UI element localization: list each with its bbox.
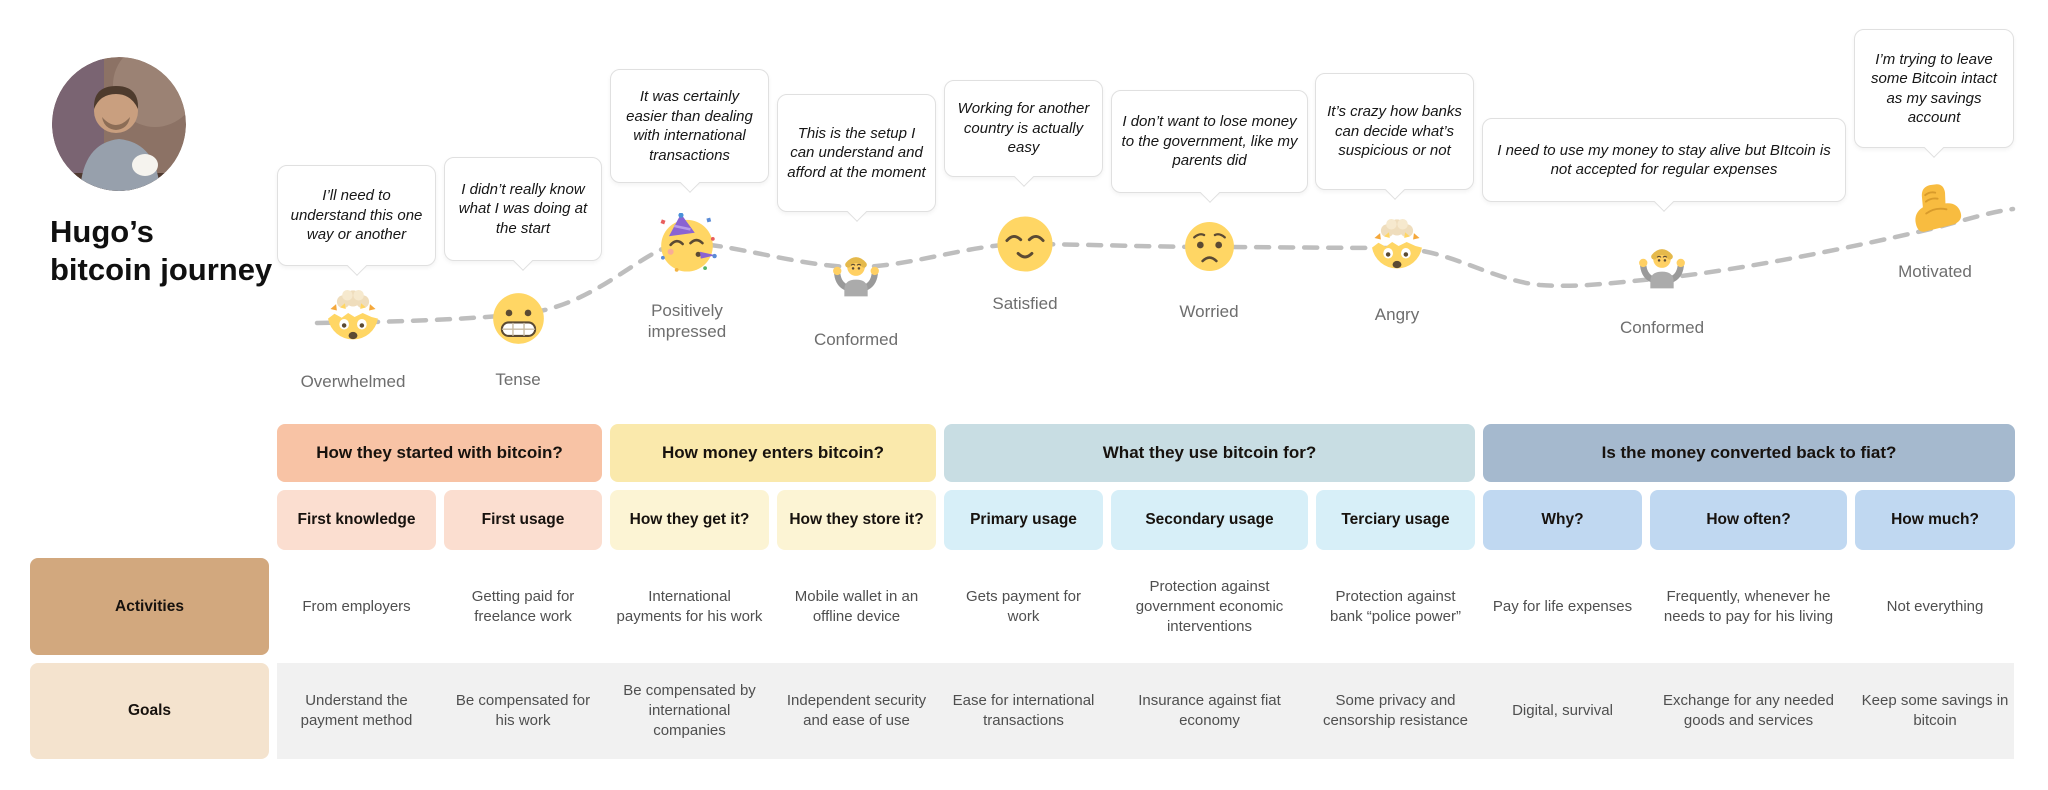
journey-point-motivated	[1850, 175, 2020, 282]
emotion-label: Tense	[495, 370, 541, 389]
journey-point-angry	[1312, 217, 1482, 325]
goal-cell: Insurance against fiat economy	[1138, 692, 1281, 729]
column-header-how-much: How much?	[1855, 490, 2015, 550]
flexed-biceps-emoji	[1904, 175, 1966, 242]
phase-header-money-enters: How money enters bitcoin?	[610, 424, 936, 482]
quote-bubble	[277, 165, 436, 266]
goal-cell: Be compensated for his work	[455, 692, 591, 729]
activity-cell: Protection against bank “police power”	[1316, 558, 1475, 655]
emotion-label: Angry	[1374, 305, 1420, 324]
activity-cell: Mobile wallet in an offline device	[777, 558, 936, 655]
emotion-label: Worried	[1179, 302, 1239, 321]
quote-text: It’s crazy how banks can decide what’s suspicious or not	[1327, 103, 1462, 160]
activity-cell: Pay for life expenses	[1483, 558, 1642, 655]
person-shrugging-emoji	[1632, 230, 1692, 295]
column-header-first-usage: First usage	[444, 490, 602, 550]
column-header-first-knowledge: First knowledge	[277, 490, 436, 550]
journey-point-tense	[433, 290, 603, 390]
journey-point-worried	[1124, 219, 1294, 322]
worried-face-emoji	[1182, 219, 1237, 279]
emotion-label: Positively impressed	[647, 301, 727, 341]
column-header-secondary-usage: Secondary usage	[1111, 490, 1308, 550]
persona-name: Hugo’s	[50, 214, 154, 249]
goal-cell: Ease for international transactions	[952, 692, 1095, 729]
quote-bubble	[444, 157, 602, 261]
journey-point-positively-impressed	[632, 213, 742, 342]
quote-bubble	[1854, 29, 2014, 148]
quote-bubble	[610, 69, 769, 183]
quote-text: It was certainly easier than dealing with international transactions	[626, 88, 753, 164]
phase-header-use-for: What they use bitcoin for?	[944, 424, 1475, 482]
emotion-label: Conformed	[813, 330, 899, 349]
activity-cell: Gets payment for work	[944, 558, 1103, 655]
activity-cell: From employers	[277, 558, 436, 655]
quote-text: This is the setup I can understand and afford at the moment	[787, 124, 926, 181]
persona-subtitle: bitcoin journey	[50, 252, 273, 287]
journey-point-conformed-2	[1577, 230, 1747, 338]
quote-text: I don’t want to lose money to the government, like my parents did	[1121, 113, 1298, 170]
journey-point-conformed	[771, 238, 941, 350]
grimacing-face-emoji	[490, 290, 547, 352]
quote-bubble	[1315, 73, 1474, 190]
row-label-activities: Activities	[30, 558, 269, 655]
quote-text: I’ll need to understand this one way or another	[290, 187, 423, 244]
avatar-photo-illustration	[52, 57, 186, 191]
goal-cell: Understand the payment method	[300, 692, 413, 729]
column-header-how-often: How often?	[1650, 490, 1847, 550]
emotion-label: Motivated	[1898, 262, 1972, 281]
quote-bubble	[1482, 118, 1846, 202]
quote-bubble	[1111, 90, 1308, 193]
column-header-how-they-get-it: How they get it?	[610, 490, 769, 550]
goal-cell: Keep some savings in bitcoin	[1861, 692, 2009, 729]
emotion-label: Satisfied	[992, 294, 1058, 313]
journey-point-overwhelmed	[268, 288, 438, 392]
person-shrugging-emoji	[826, 238, 886, 303]
activity-cell: Not everything	[1855, 558, 2015, 655]
quote-text: I need to use my money to stay alive but BItcoin is not accepted for regular expenses	[1497, 141, 1831, 178]
activity-cell: Protection against government economic interventions	[1111, 558, 1308, 655]
goal-cell: Independent security and ease of use	[786, 692, 927, 729]
column-header-primary-usage: Primary usage	[944, 490, 1103, 550]
column-header-how-they-store-it: How they store it?	[777, 490, 936, 550]
row-label-goals: Goals	[30, 663, 269, 759]
relieved-face-emoji	[994, 213, 1056, 280]
journey-table	[30, 424, 2015, 759]
goal-cell: Some privacy and censorship resistance	[1322, 692, 1469, 729]
phase-header-started: How they started with bitcoin?	[277, 424, 602, 482]
quote-text: Working for another country is actually easy	[957, 100, 1090, 157]
activity-cell: International payments for his work	[610, 558, 769, 655]
exploding-head-emoji	[1368, 217, 1426, 280]
page-title	[50, 213, 272, 289]
activity-cell: Frequently, whenever he needs to pay for his living	[1650, 558, 1847, 655]
activity-cell: Getting paid for freelance work	[444, 558, 602, 655]
quote-bubble	[944, 80, 1103, 177]
exploding-head-emoji	[324, 288, 382, 351]
emotion-label: Conformed	[1619, 318, 1705, 337]
quote-text: I’m trying to leave some Bitcoin intact as my savings account	[1871, 50, 1997, 126]
persona-avatar	[52, 57, 186, 191]
quote-text: I didn’t really know what I was doing at the start	[458, 180, 588, 237]
journey-point-satisfied	[940, 213, 1110, 314]
goal-cell: Exchange for any needed goods and services	[1663, 692, 1834, 729]
emotion-label: Overwhelmed	[300, 372, 406, 391]
goal-cell: Be compensated by international companies	[623, 682, 756, 739]
phase-header-converted-back: Is the money converted back to fiat?	[1483, 424, 2015, 482]
goal-cell: Digital, survival	[1512, 702, 1613, 719]
column-header-why: Why?	[1483, 490, 1642, 550]
partying-face-emoji	[656, 213, 718, 280]
quote-bubble	[777, 94, 936, 212]
column-header-terciary-usage: Terciary usage	[1316, 490, 1475, 550]
